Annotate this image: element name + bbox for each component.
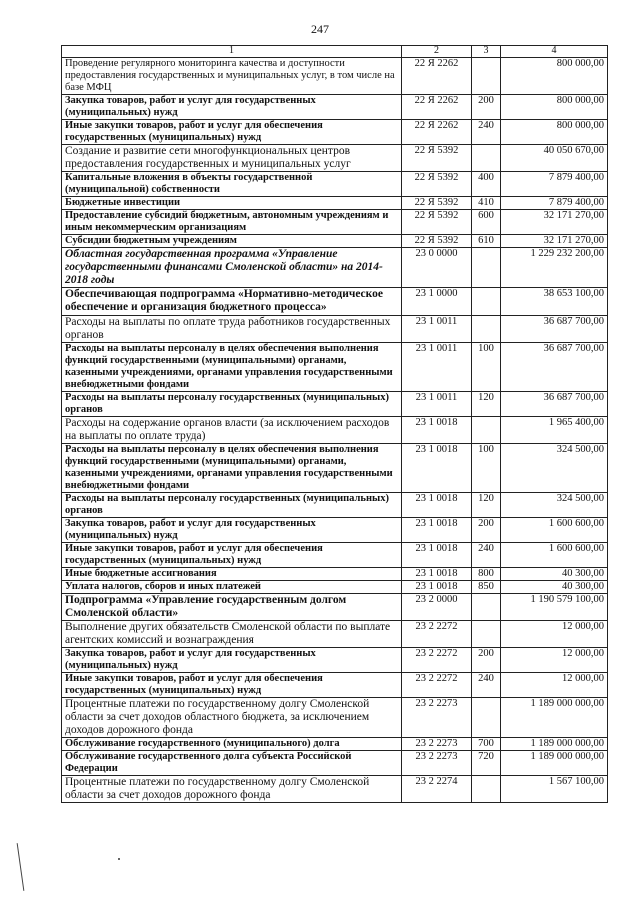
table-row: [62, 145, 608, 172]
row-target-code: 22 Я 5392: [402, 172, 472, 197]
row-amount: 324 500,00: [501, 444, 608, 493]
row-description: Выполнение других обязательств Смоленской области по выплате агентских комиссий и вознаграждения: [62, 621, 402, 648]
row-amount: 12 000,00: [501, 648, 608, 673]
row-expense-type: 100: [472, 343, 501, 392]
row-target-code: 23 1 0000: [402, 288, 472, 316]
row-description: Процентные платежи по государственному долгу Смоленской области за счет доходов дорожного фонда: [62, 776, 402, 803]
row-description: Проведение регулярного мониторинга качества и доступности предоставления государственных и муниципальных услуг, в том числе на базе МФЦ: [62, 58, 402, 95]
header-col-2: 2: [402, 46, 472, 58]
budget-table: [61, 45, 608, 803]
row-amount: 1 567 100,00: [501, 776, 608, 803]
row-amount: 1 600 600,00: [501, 518, 608, 543]
row-description: Процентные платежи по государственному долгу Смоленской области за счет доходов областного бюджета, за исключением доходов дорожного фонда: [62, 698, 402, 738]
row-expense-type: [472, 145, 501, 172]
row-expense-type: [472, 417, 501, 444]
row-description: Предоставление субсидий бюджетным, автономным учреждениям и иным некоммерческим организациям: [62, 210, 402, 235]
table-row: [62, 581, 608, 594]
header-col-4: 4: [501, 46, 608, 58]
row-target-code: 23 2 2273: [402, 738, 472, 751]
row-amount: 38 653 100,00: [501, 288, 608, 316]
row-target-code: 23 2 2272: [402, 673, 472, 698]
row-description: Бюджетные инвестиции: [62, 197, 402, 210]
row-target-code: 23 0 0000: [402, 248, 472, 288]
row-expense-type: [472, 316, 501, 343]
row-amount: 1 965 400,00: [501, 417, 608, 444]
row-description: Закупка товаров, работ и услуг для государственных (муниципальных) нужд: [62, 518, 402, 543]
row-expense-type: 240: [472, 543, 501, 568]
row-amount: 1 190 579 100,00: [501, 594, 608, 621]
row-target-code: 23 1 0018: [402, 581, 472, 594]
row-expense-type: [472, 288, 501, 316]
row-expense-type: 100: [472, 444, 501, 493]
row-description: Областная государственная программа «Управление государственными финансами Смоленской области» на 2014-2018 годы: [62, 248, 402, 288]
row-description: Уплата налогов, сборов и иных платежей: [62, 581, 402, 594]
row-description: Иные закупки товаров, работ и услуг для обеспечения государственных (муниципальных) нужд: [62, 120, 402, 145]
row-target-code: 23 2 2273: [402, 751, 472, 776]
table-row: [62, 594, 608, 621]
table-row: [62, 210, 608, 235]
row-target-code: 23 1 0018: [402, 568, 472, 581]
row-target-code: 22 Я 5392: [402, 197, 472, 210]
row-amount: 800 000,00: [501, 95, 608, 120]
row-target-code: 23 1 0011: [402, 343, 472, 392]
row-description: Создание и развитие сети многофункциональных центров предоставления государственных и муниципальных услуг: [62, 145, 402, 172]
table-row: [62, 316, 608, 343]
row-expense-type: 120: [472, 493, 501, 518]
table-row: [62, 417, 608, 444]
row-amount: 324 500,00: [501, 493, 608, 518]
table-row: [62, 776, 608, 803]
row-amount: 800 000,00: [501, 120, 608, 145]
row-amount: 1 189 000 000,00: [501, 751, 608, 776]
row-target-code: 23 1 0018: [402, 543, 472, 568]
table-row: [62, 568, 608, 581]
row-amount: 1 600 600,00: [501, 543, 608, 568]
table-row: [62, 248, 608, 288]
row-amount: 12 000,00: [501, 621, 608, 648]
row-description: Обслуживание государственного долга субъекта Российской Федерации: [62, 751, 402, 776]
table-row: [62, 235, 608, 248]
page-number: 247: [311, 22, 329, 36]
row-description: Субсидии бюджетным учреждениям: [62, 235, 402, 248]
row-expense-type: [472, 621, 501, 648]
row-description: Закупка товаров, работ и услуг для государственных (муниципальных) нужд: [62, 648, 402, 673]
table-row: [62, 120, 608, 145]
row-expense-type: 800: [472, 568, 501, 581]
row-amount: 800 000,00: [501, 58, 608, 95]
row-expense-type: 240: [472, 120, 501, 145]
row-description: Расходы на выплаты персоналу государственных (муниципальных) органов: [62, 493, 402, 518]
scan-dot-mark: [118, 858, 120, 860]
row-description: Расходы на выплаты персоналу в целях обеспечения выполнения функций государственными (муниципальными) органами, казенными учреждениями, органами управления государственными внебюджетными фондами: [62, 444, 402, 493]
row-description: Расходы на выплаты по оплате труда работников государственных органов: [62, 316, 402, 343]
row-expense-type: 850: [472, 581, 501, 594]
row-target-code: 23 2 2272: [402, 621, 472, 648]
row-expense-type: [472, 776, 501, 803]
row-target-code: 22 Я 5392: [402, 145, 472, 172]
table-row: [62, 288, 608, 316]
table-row: [62, 673, 608, 698]
row-target-code: 22 Я 2262: [402, 95, 472, 120]
row-expense-type: 120: [472, 392, 501, 417]
row-expense-type: 410: [472, 197, 501, 210]
row-target-code: 23 2 2273: [402, 698, 472, 738]
row-description: Подпрограмма «Управление государственным долгом Смоленской области»: [62, 594, 402, 621]
table-row: [62, 197, 608, 210]
row-target-code: 23 1 0011: [402, 316, 472, 343]
row-expense-type: 400: [472, 172, 501, 197]
row-target-code: 23 2 0000: [402, 594, 472, 621]
row-expense-type: 610: [472, 235, 501, 248]
table-row: [62, 444, 608, 493]
table-header-row: [62, 46, 608, 58]
row-amount: 7 879 400,00: [501, 197, 608, 210]
row-amount: 32 171 270,00: [501, 235, 608, 248]
row-description: Иные закупки товаров, работ и услуг для обеспечения государственных (муниципальных) нужд: [62, 673, 402, 698]
row-amount: 12 000,00: [501, 673, 608, 698]
row-amount: 1 189 000 000,00: [501, 698, 608, 738]
row-description: Расходы на выплаты персоналу государственных (муниципальных) органов: [62, 392, 402, 417]
table-row: [62, 392, 608, 417]
row-expense-type: [472, 248, 501, 288]
row-amount: 40 300,00: [501, 568, 608, 581]
row-amount: 7 879 400,00: [501, 172, 608, 197]
table-row: [62, 698, 608, 738]
header-col-1: 1: [62, 46, 402, 58]
row-description: Капитальные вложения в объекты государственной (муниципальной) собственности: [62, 172, 402, 197]
row-target-code: 22 Я 5392: [402, 235, 472, 248]
row-expense-type: 200: [472, 95, 501, 120]
table-row: [62, 621, 608, 648]
row-amount: 40 300,00: [501, 581, 608, 594]
row-amount: 1 189 000 000,00: [501, 738, 608, 751]
row-expense-type: 720: [472, 751, 501, 776]
row-target-code: 23 2 2274: [402, 776, 472, 803]
scan-edge-mark: [17, 843, 25, 891]
row-description: Расходы на выплаты персоналу в целях обеспечения выполнения функций государственными (муниципальными) органами, казенными учреждениями, органами управления государственными внебюджетными фондами: [62, 343, 402, 392]
header-col-3: 3: [472, 46, 501, 58]
table-row: [62, 543, 608, 568]
row-expense-type: 200: [472, 648, 501, 673]
row-expense-type: 700: [472, 738, 501, 751]
row-target-code: 23 1 0018: [402, 444, 472, 493]
row-expense-type: [472, 698, 501, 738]
row-expense-type: [472, 594, 501, 621]
row-amount: 40 050 670,00: [501, 145, 608, 172]
table-row: [62, 95, 608, 120]
row-expense-type: 240: [472, 673, 501, 698]
row-description: Обеспечивающая подпрограмма «Нормативно-методическое обеспечение и организация бюджетного процесса»: [62, 288, 402, 316]
table-row: [62, 58, 608, 95]
row-description: Закупка товаров, работ и услуг для государственных (муниципальных) нужд: [62, 95, 402, 120]
row-amount: 36 687 700,00: [501, 392, 608, 417]
row-target-code: 23 2 2272: [402, 648, 472, 673]
row-target-code: 23 1 0018: [402, 417, 472, 444]
row-expense-type: [472, 58, 501, 95]
row-description: Иные бюджетные ассигнования: [62, 568, 402, 581]
table-row: [62, 648, 608, 673]
row-target-code: 23 1 0018: [402, 518, 472, 543]
table-row: [62, 518, 608, 543]
row-description: Расходы на содержание органов власти (за исключением расходов на выплаты по оплате труда): [62, 417, 402, 444]
row-amount: 32 171 270,00: [501, 210, 608, 235]
row-expense-type: 600: [472, 210, 501, 235]
table-row: [62, 751, 608, 776]
table-row: [62, 493, 608, 518]
row-target-code: 23 1 0018: [402, 493, 472, 518]
row-amount: 36 687 700,00: [501, 343, 608, 392]
table-row: [62, 343, 608, 392]
table-row: [62, 738, 608, 751]
row-expense-type: 200: [472, 518, 501, 543]
row-description: Обслуживание государственного (муниципального) долга: [62, 738, 402, 751]
table-row: [62, 172, 608, 197]
row-target-code: 22 Я 2262: [402, 58, 472, 95]
row-amount: 1 229 232 200,00: [501, 248, 608, 288]
row-amount: 36 687 700,00: [501, 316, 608, 343]
row-target-code: 23 1 0011: [402, 392, 472, 417]
row-target-code: 22 Я 5392: [402, 210, 472, 235]
row-target-code: 22 Я 2262: [402, 120, 472, 145]
row-description: Иные закупки товаров, работ и услуг для обеспечения государственных (муниципальных) нужд: [62, 543, 402, 568]
